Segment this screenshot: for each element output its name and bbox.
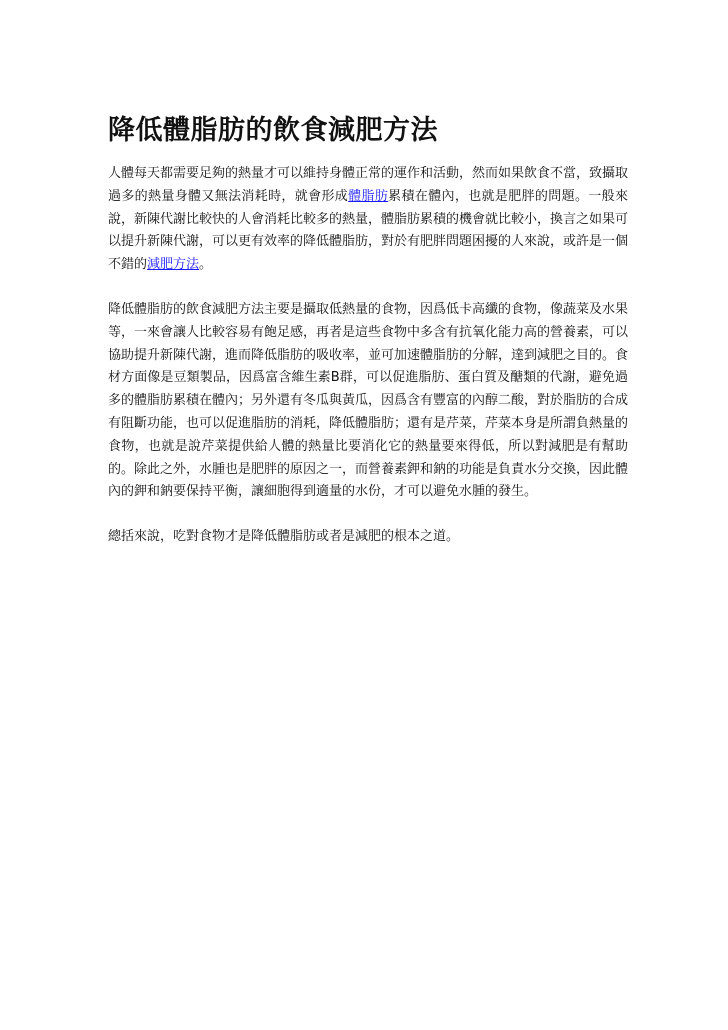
paragraph-2	[108, 299, 628, 504]
paragraph-text: 總括來說，吃對食物才是降低體脂肪或者是減肥的根本之道。	[108, 529, 460, 545]
paragraph-3	[108, 526, 628, 549]
paragraph-text: 降低體脂肪的飲食減肥方法主要是攝取低熱量的食物，因爲低卡高纖的食物，像蔬菜及水果等，一來會讓人比較容易有飽足感，再者是這些食物中多含有抗氧化能力高的營養素，可以協助提升新陳代謝，進而降低脂肪的吸收率，並可加速體脂肪的分解，達到減肥之目的。食材方面像是豆類製品，因爲富含維生素B群，可以促進脂肪、蛋白質及醣類的代謝，避免過多的體脂肪累積在體內；另外還有冬瓜與黃瓜，因爲含有豐富的內醇二酸，對於脂肪的合成有阻斷功能，也可以促進脂肪的消耗，降低體脂肪；還有是芹菜，芹菜本身是所謂負熱量的食物，也就是說芹菜提供給人體的熱量比要消化它的熱量要來得低，所以對減肥是有幫助的。除此之外，水腫也是肥胖的原因之一，而營養素鉀和鈉的功能是負責水分交換，因此體內的鉀和鈉要保持平衡，讓細胞得到適量的水份，才可以避免水腫的發生。	[108, 301, 629, 500]
link-weight-loss-method[interactable]: 減肥方法	[147, 257, 200, 273]
document-title: 降低體脂肪的飲食減肥方法	[108, 115, 438, 146]
paragraph-text: 人體每天都需要足夠的熱量才可以維持身體正常的運作和活動，然而如果飲食不當，致攝取過多的熱量身體又無法消耗時，就會形成	[108, 166, 629, 204]
paragraph-text: 累積在體內，也就是肥胖的問題。一般來說，新陳代謝比較快的人會消耗比較多的熱量，體脂肪累積的機會就比較小，換言之如果可以提升新陳代謝，可以更有效率的降低體脂肪，對於有肥胖問題困擾的人來說，或許是一個不錯的	[108, 188, 629, 273]
paragraph-1	[108, 163, 628, 277]
document-page	[108, 113, 628, 571]
paragraph-text: 。	[199, 257, 213, 273]
link-body-fat[interactable]: 體脂肪	[348, 188, 389, 204]
